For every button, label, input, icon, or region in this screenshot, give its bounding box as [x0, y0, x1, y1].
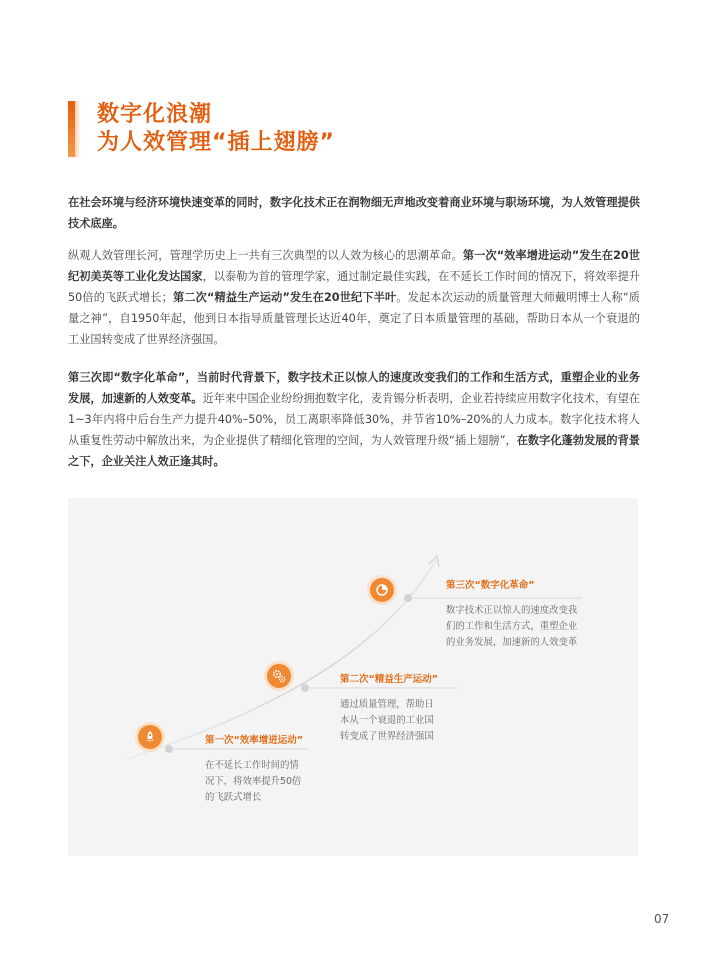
growth-arrow-head — [429, 556, 439, 567]
stage-2-desc-line-3: 转变成了世界经济强国 — [340, 731, 434, 742]
history-text-e: 。发起本次运动的质量管理大师戴明博士人称“质量之神”，自1950年起，他到日本指导质量管理长达近40年，奠定了日本质量管理的基础，帮助日本从一个衰退的工业国转变成了世界经济强国。 — [68, 291, 640, 346]
history-text-c: ，以泰勒为首的管理学家，通过制定最佳实践，在不延长工作时间的情况下，将效率提升50倍的飞跃式增长； — [68, 270, 640, 304]
stage-2-dot — [301, 684, 309, 692]
stage-1-desc-line-3: 的飞跃式增长 — [205, 792, 262, 803]
intro-text: 在社会环境与经济环境快速变革的同时，数字化技术正在润物细无声地改变着商业环境与职场环境，为人效管理提供技术底座。 — [68, 196, 640, 230]
title-accent-bar — [68, 101, 75, 157]
stage-3-desc-line-2: 们的工作和生活方式，重塑企业 — [446, 621, 578, 632]
stage-1-label: 第一次“效率增进运动” — [205, 735, 303, 746]
stage-2-label: 第二次“精益生产运动” — [340, 674, 438, 685]
pie-chart-icon — [370, 578, 394, 602]
stage-3-label: 第三次“数字化革命” — [446, 580, 535, 591]
rocket-icon — [138, 725, 162, 749]
gears-icon — [267, 664, 291, 688]
evolution-diagram — [68, 498, 638, 856]
title-line-1: 数字化浪潮 — [97, 102, 213, 127]
stage-1-desc-line-1: 在不延长工作时间的情 — [205, 760, 299, 771]
stage-1-dot — [165, 745, 173, 753]
page-number: 07 — [654, 912, 670, 926]
history-text-d: 第二次“精益生产运动”发生在20世纪下半叶 — [172, 291, 397, 304]
intro-paragraph — [68, 192, 640, 234]
digital-text-b: 近年来中国企业纷纷拥抱数字化，麦肯锡分析表明，企业若持续应用数字化技术，有望在1~3年内将中后台生产力提升40%–50%，员工离职率降低30%，并节省10%–20%的人力成本。数字化技术将人从重复性劳动中解放出来，为企业提供了精细化管理的空间，为人效管理升级“插上翅膀”， — [68, 392, 640, 447]
title-accent-fade — [75, 101, 81, 157]
digital-paragraph — [68, 367, 640, 472]
stage-1-desc-line-2: 况下，将效率提升50倍 — [205, 776, 302, 787]
stage-1-description — [205, 758, 301, 806]
digital-text-a: 第三次即“数字化革命”，当前时代背景下，数字技术正以惊人的速度改变我们的工作和生活方式，重塑企业的业务发展，加速新的人效变革。 — [68, 371, 640, 405]
stage-2-desc-line-2: 本从一个衰退的工业国 — [340, 715, 434, 726]
history-text-b: 第一次“效率增进运动”发生在20世纪初美英等工业化发达国家 — [68, 249, 640, 283]
stage-3-dot — [404, 594, 412, 602]
stage-3-description — [446, 603, 577, 651]
stage-3-desc-line-1: 数字技术正以惊人的速度改变我 — [446, 605, 578, 616]
title-line-2: 为人效管理“插上翅膀” — [97, 130, 335, 155]
history-paragraph — [68, 245, 640, 350]
digital-text-c: 在数字化蓬勃发展的背景之下，企业关注人效正逢其时。 — [68, 434, 640, 468]
stage-2-desc-line-1: 通过质量管理，帮助日 — [340, 699, 434, 710]
history-text-a: 纵观人效管理长河，管理学历史上一共有三次典型的以人效为核心的思潮革命。 — [68, 249, 463, 262]
stage-3-desc-line-3: 的业务发展，加速新的人效变革 — [446, 637, 578, 648]
stage-2-description — [340, 697, 434, 745]
